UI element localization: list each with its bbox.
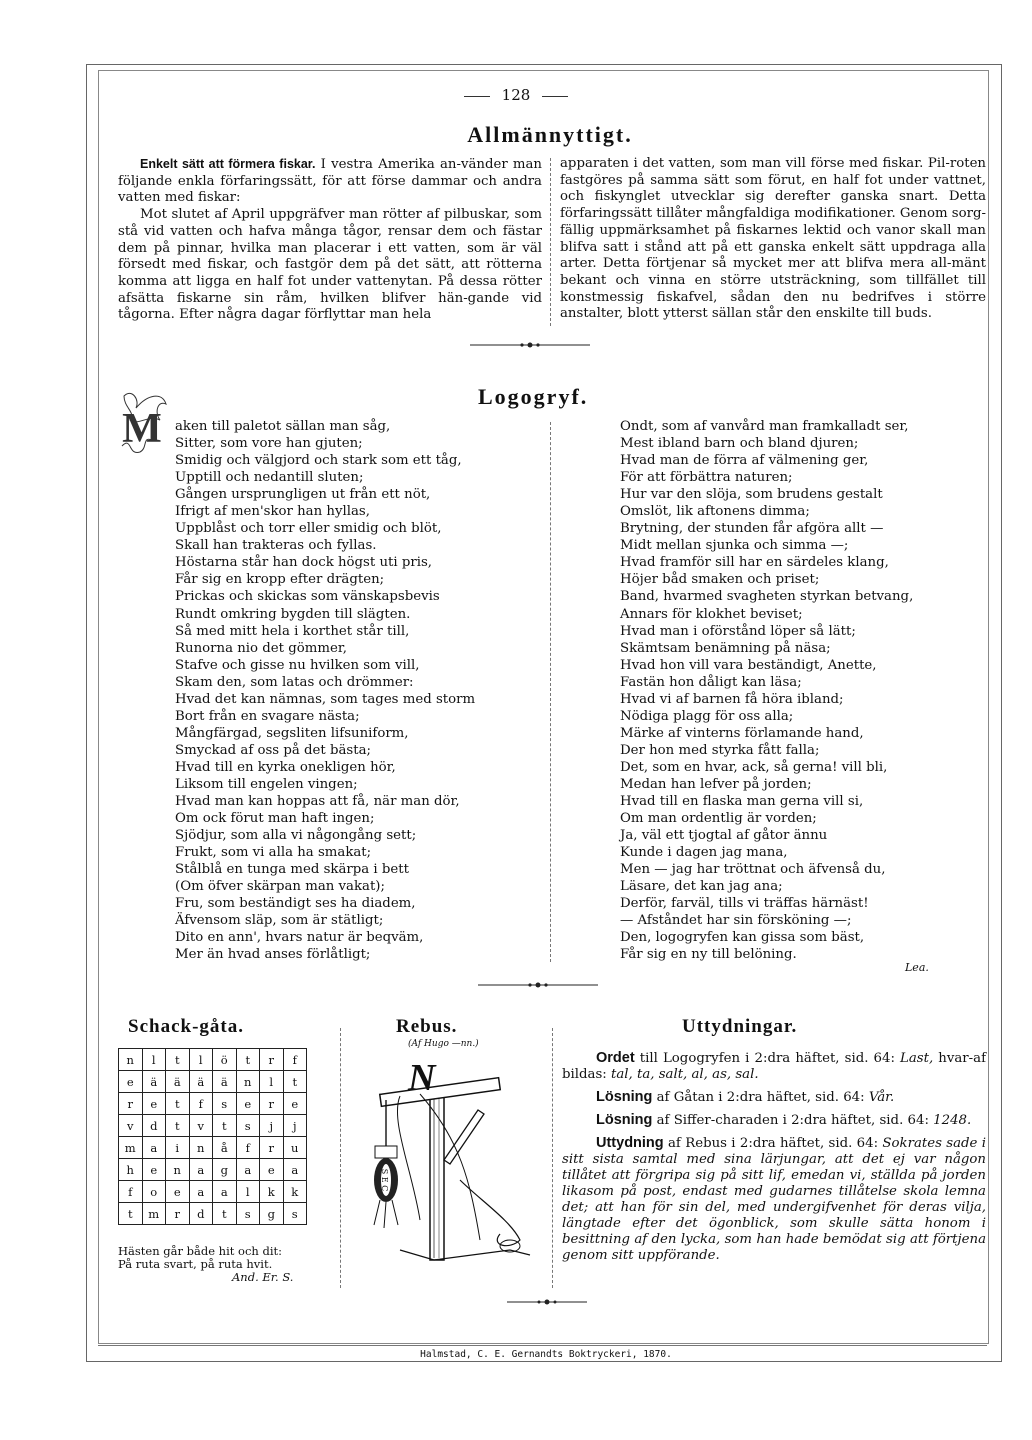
poem-line: Höstarna står han dock högst uti pris, <box>175 555 433 571</box>
poem-line: Det, som en hvar, ack, så gerna! vill bli, <box>620 759 888 775</box>
answer-entry <box>562 1089 986 1106</box>
poem-line: Derför, farväl, tills vi träffas härnäst! <box>620 896 869 912</box>
poem-line: Så med mitt hela i korthet står till, <box>175 623 410 639</box>
printer-imprint: Halmstad, C. E. Gernandts Boktryckeri, 1870. <box>420 1349 672 1360</box>
poem-line: Men — jag har tröttnat och äfvenså du, <box>620 862 886 878</box>
answer-lead: Lösning <box>596 1089 653 1105</box>
chess-row <box>119 1071 307 1093</box>
chess-cell: e <box>119 1071 143 1093</box>
poem-line: Ifrigt af men'skor han hyllas, <box>175 504 370 520</box>
chess-cell: t <box>213 1115 237 1137</box>
chess-cell: s <box>236 1203 260 1225</box>
page-number: 128 <box>0 86 1032 104</box>
section-title-schack: Schack-gåta. <box>128 1016 244 1037</box>
article-paragraph-3: apparaten i det vatten, som man vill förse med fiskar. Pil-roten fastgöres på samma sätt som förut, en half fot under vattnet, och fiskynglet utvecklar sig derefter ganska snart. Detta förfaringssätt tillåter mångfaldiga modifikationer. Genom sorg-fällig uppmärksamhet på fiskarnes lektid och vanor skall man blifva satt i stånd att på ett ganska enkelt sätt uppdraga alla arter. Detta förtjenar så mycket mer att blifva mera all-mänt bekant och vinna en större utsträckning, som tillfället till konstmessig fiskafvel, sådan den nu bedrifves i större anstalter, blott ytterst sällan står den enskilte till buds. <box>560 156 986 322</box>
poem-line: Får sig en ny till belöning. <box>620 947 797 963</box>
poem-line: Brytning, der stunden får afgöra allt — <box>620 521 884 537</box>
poem-line: Märke af vinterns förlamande hand, <box>620 725 864 741</box>
chess-cell: t <box>166 1093 190 1115</box>
chess-cell: a <box>283 1159 307 1181</box>
poem-line: Hvad till en flaska man gerna vill si, <box>620 794 864 810</box>
answer-text: hvar-af bildas: <box>562 1051 986 1082</box>
poem-line: Sjödjur, som alla vi någongång sett; <box>175 828 417 844</box>
chess-cell: l <box>236 1181 260 1203</box>
chess-cell: n <box>119 1049 143 1071</box>
answer-value: 1248. <box>933 1113 972 1128</box>
poem-line: Den, logogryfen kan gissa som bäst, <box>620 930 865 946</box>
answer-entry <box>562 1135 986 1264</box>
poem-line: Prickas och skickas som vänskapsbevis <box>175 589 440 605</box>
chess-cell: ä <box>166 1071 190 1093</box>
chess-cell: ö <box>213 1049 237 1071</box>
chess-cell: d <box>142 1115 166 1137</box>
answer-text: af Gåtan i 2:dra häftet, sid. 64: <box>652 1090 869 1105</box>
chess-cell: r <box>166 1203 190 1225</box>
poem-line: Stålblå en tunga med skärpa i bett <box>175 862 409 878</box>
chess-cell: r <box>260 1137 284 1159</box>
poem-line: Der hon med styrka fått falla; <box>620 742 820 758</box>
chess-cell: t <box>119 1203 143 1225</box>
chess-puzzle-grid <box>118 1048 307 1225</box>
poem-line: Hur var den slöja, som brudens gestalt <box>620 487 883 503</box>
rebus-sign-text: S E C <box>380 1168 389 1192</box>
chess-row <box>119 1203 307 1225</box>
section-title-rebus: Rebus. <box>396 1016 458 1037</box>
poem-line: Smyckad af oss på det bästa; <box>175 742 371 758</box>
answer-entry <box>562 1112 986 1129</box>
chess-cell: a <box>236 1159 260 1181</box>
answer-lead: Lösning <box>596 1112 653 1128</box>
answer-text: till Logogryfen i 2:dra häftet, sid. 64: <box>634 1051 901 1066</box>
chess-cell: t <box>236 1049 260 1071</box>
poem-line: Mångfärgad, segsliten lifsuniform, <box>175 725 409 741</box>
chess-cell: n <box>189 1137 213 1159</box>
answer-value: tal, ta, salt, al, as, sal. <box>611 1067 759 1082</box>
poem-line: Hvad det kan nämnas, som tages med storm <box>175 691 476 707</box>
poem-line: Ja, väl ett tjogtal af gåtor ännu <box>620 828 828 844</box>
poem-line: Skämtsam benämning på näsa; <box>620 640 831 656</box>
chess-cell: r <box>260 1093 284 1115</box>
article-column-left <box>118 156 542 324</box>
chess-cell: e <box>142 1159 166 1181</box>
chess-cell: a <box>189 1159 213 1181</box>
chess-cell: t <box>166 1049 190 1071</box>
answer-value: Sokrates sade i sitt sista samtal med sina lärjungar, att det ej var någon tillåtet att förgripa sig på sitt lif, emedan vi, ställda på jorden likasom på post, endast med gudarnes tillåtelse skola lemna det; att han för sin del, med undergifvenhet för deras vilja, längtade efter det ögonblick, som skulle sätta honom i besittning af den lycka, som han hade bemödat sig att förtjena genom sitt uppförande. <box>562 1136 986 1263</box>
chess-cell: f <box>119 1181 143 1203</box>
ornament-divider <box>478 980 598 990</box>
poem-line: Äfvensom släp, som är stätligt; <box>175 913 384 929</box>
chess-cell: u <box>283 1137 307 1159</box>
answer-text: af Rebus i 2:dra häftet, sid. 64: <box>663 1136 883 1151</box>
chess-row <box>119 1181 307 1203</box>
chess-cell: a <box>213 1181 237 1203</box>
poem-line: Hvad till en kyrka onekligen hör, <box>175 759 396 775</box>
poem-line: Hvad man de förra af välmening ger, <box>620 453 869 469</box>
chess-cell: l <box>142 1049 166 1071</box>
chess-cell: r <box>260 1049 284 1071</box>
section-title-logogryf: Logogryf. <box>478 384 589 409</box>
poem-line: (Om öfver skärpan man vakat); <box>175 879 385 895</box>
chess-cell: e <box>142 1093 166 1115</box>
chess-caption-line: Hästen går både hit och dit: <box>118 1244 283 1258</box>
chess-cell: f <box>283 1049 307 1071</box>
chess-cell: e <box>236 1093 260 1115</box>
article-column-right <box>560 156 986 323</box>
chess-cell: t <box>213 1203 237 1225</box>
chess-cell: o <box>142 1181 166 1203</box>
answers-block <box>562 1050 986 1270</box>
answer-entry <box>562 1050 986 1083</box>
chess-cell: e <box>283 1093 307 1115</box>
answer-value: Last, <box>900 1051 934 1066</box>
poem-line: Hvad vi af barnen få höra ibland; <box>620 691 844 707</box>
footer-rule <box>98 1345 987 1346</box>
column-separator <box>340 1028 341 1288</box>
rebus-letter: N <box>408 1057 436 1099</box>
poem-line: Sitter, som vore han gjuten; <box>175 436 363 452</box>
chess-cell: ä <box>213 1071 237 1093</box>
poem-line: Annars för klokhet beviset; <box>620 606 803 622</box>
chess-cell: f <box>236 1137 260 1159</box>
chess-cell: l <box>260 1071 284 1093</box>
poem-column-right <box>620 418 913 964</box>
chess-row <box>119 1093 307 1115</box>
chess-caption-line: På ruta svart, på ruta hvit. <box>118 1257 273 1271</box>
poem-column-left <box>175 418 475 964</box>
chess-cell: v <box>119 1115 143 1137</box>
poem-line: Medan han lefver på jorden; <box>620 776 812 792</box>
chess-cell: a <box>189 1181 213 1203</box>
poem-line: Skall han trakteras och fyllas. <box>175 538 377 554</box>
poem-line: Mest ibland barn och bland djuren; <box>620 436 859 452</box>
answer-lead: Uttydning <box>596 1135 664 1151</box>
poem-line: Liksom till engelen vingen; <box>175 776 358 792</box>
poem-line: Frukt, som vi alla ha smakat; <box>175 845 372 861</box>
poem-line: Om man ordentlig är vorden; <box>620 811 817 827</box>
chess-cell: l <box>189 1049 213 1071</box>
poem-line: Nödiga plagg för oss alla; <box>620 708 794 724</box>
poem-line: Hvad framför sill har en särdeles klang, <box>620 555 889 571</box>
chess-cell: h <box>119 1159 143 1181</box>
chess-row <box>119 1049 307 1071</box>
poem-line: Höjer båd smaken och priset; <box>620 572 820 588</box>
poem-line: Gången ursprungligen ut från ett nöt, <box>175 487 431 503</box>
chess-cell: s <box>213 1093 237 1115</box>
answer-value: Vår. <box>868 1090 895 1105</box>
poem-line: Om ock förut man haft ingen; <box>175 811 375 827</box>
poem-line: Skam den, som latas och drömmer: <box>175 674 414 690</box>
poem-line: Smidig och välgjord och stark som ett tåg, <box>175 453 462 469</box>
section-title-uttydningar: Uttydningar. <box>682 1016 798 1037</box>
poem-line: Ondt, som af vanvård man framkalladt ser, <box>620 419 909 434</box>
column-separator <box>552 1028 553 1288</box>
chess-cell: g <box>260 1203 284 1225</box>
poem-line: Fru, som beständigt ses ha diadem, <box>175 896 416 912</box>
dropcap-letter: M <box>122 406 162 452</box>
chess-cell: d <box>189 1203 213 1225</box>
rebus-byline: (Af Hugo —nn.) <box>408 1039 479 1049</box>
poem-line: Uppblåst och torr eller smidig och blöt, <box>175 521 442 537</box>
decorative-dropcap-icon <box>118 386 172 460</box>
poem-line: Upptill och nedantill sluten; <box>175 470 364 486</box>
column-separator <box>550 158 551 326</box>
poem-line: Omslöt, lik aftonens dimma; <box>620 504 810 520</box>
poem-line: Läsare, det kan jag ana; <box>620 879 783 895</box>
chess-cell: t <box>166 1115 190 1137</box>
poem-line: Hvad man kan hoppas att få, när man dör, <box>175 794 460 810</box>
chess-cell: v <box>189 1115 213 1137</box>
poem-line: — Afståndet har sin försköning —; <box>620 913 852 929</box>
ornament-divider <box>507 1297 587 1307</box>
chess-author: And. Er. S. <box>232 1270 294 1284</box>
answer-lead: Ordet <box>596 1050 635 1066</box>
chess-cell: å <box>213 1137 237 1159</box>
poem-signature: Lea. <box>905 961 929 974</box>
article-lead: Enkelt sätt att förmera fiskar. <box>140 157 316 171</box>
chess-cell: ä <box>142 1071 166 1093</box>
poem-line: Dito en ann', hvars natur är beqväm, <box>175 930 424 946</box>
chess-cell: e <box>166 1181 190 1203</box>
article-paragraph-1: I vestra Amerika an-vänder man följande enkla förfaringssätt, för att förse dammar och andra vatten med fiskar: <box>118 157 542 206</box>
article-paragraph-2: Mot slutet af April uppgräfver man rötter af pilbuskar, som stå vid vatten och hafva många tågor, rensar dem och fästar dem på pinnar, hvilka man placerar i ett vatten, som är väl försedt med fiskar, och fastgör dem på det sätt, att rötterna komma att ligga en half fot under vattenytan. På dessa rötter afsätta fiskarne sin råm, hvilken blifver hän-gande vid tågorna. Efter några dagar förflyttar man hela <box>118 207 542 323</box>
chess-cell: g <box>213 1159 237 1181</box>
poem-line: Bort från en svagare nästa; <box>175 708 360 724</box>
poem-line: Hvad man i oförstånd löper så lätt; <box>620 623 856 639</box>
rebus-gallows-icon <box>360 1050 540 1270</box>
answer-text: af Siffer-charaden i 2:dra häftet, sid. 64: <box>652 1113 934 1128</box>
poem-separator <box>550 422 551 962</box>
chess-row <box>119 1115 307 1137</box>
poem-line: Band, hvarmed svagheten styrkan betvang, <box>620 589 914 605</box>
poem-line: Hvad hon vill vara beständigt, Anette, <box>620 657 877 673</box>
chess-row <box>119 1137 307 1159</box>
poem-line: aken till paletot sällan man såg, <box>175 419 391 434</box>
chess-cell: m <box>142 1203 166 1225</box>
chess-cell: i <box>166 1137 190 1159</box>
chess-cell: k <box>283 1181 307 1203</box>
poem-line: Mer än hvad anses förlåtligt; <box>175 947 371 963</box>
chess-cell: j <box>260 1115 284 1137</box>
ornament-divider <box>470 340 590 350</box>
chess-cell: f <box>189 1093 213 1115</box>
poem-line: Midt mellan sjunka och simma —; <box>620 538 849 554</box>
chess-cell: k <box>260 1181 284 1203</box>
poem-line: Kunde i dagen jag mana, <box>620 845 788 861</box>
chess-cell: n <box>236 1071 260 1093</box>
poem-line: Får sig en kropp efter drägten; <box>175 572 385 588</box>
chess-cell: m <box>119 1137 143 1159</box>
chess-caption <box>118 1245 293 1284</box>
poem-line: Stafve och gisse nu hvilken som vill, <box>175 657 420 673</box>
chess-cell: ä <box>189 1071 213 1093</box>
chess-cell: n <box>166 1159 190 1181</box>
chess-cell: e <box>260 1159 284 1181</box>
poem-line: För att förbättra naturen; <box>620 470 793 486</box>
section-title-allmannyttigt: Allmännyttigt. <box>467 122 633 147</box>
chess-row <box>119 1159 307 1181</box>
chess-cell: r <box>119 1093 143 1115</box>
poem-line: Runorna nio det gömmer, <box>175 640 347 656</box>
poem-line: Rundt omkring bygden till slägten. <box>175 606 411 622</box>
poem-line: Fastän hon dåligt kan läsa; <box>620 674 802 690</box>
chess-cell: s <box>236 1115 260 1137</box>
chess-cell: a <box>142 1137 166 1159</box>
chess-cell: t <box>283 1071 307 1093</box>
chess-cell: j <box>283 1115 307 1137</box>
chess-cell: s <box>283 1203 307 1225</box>
